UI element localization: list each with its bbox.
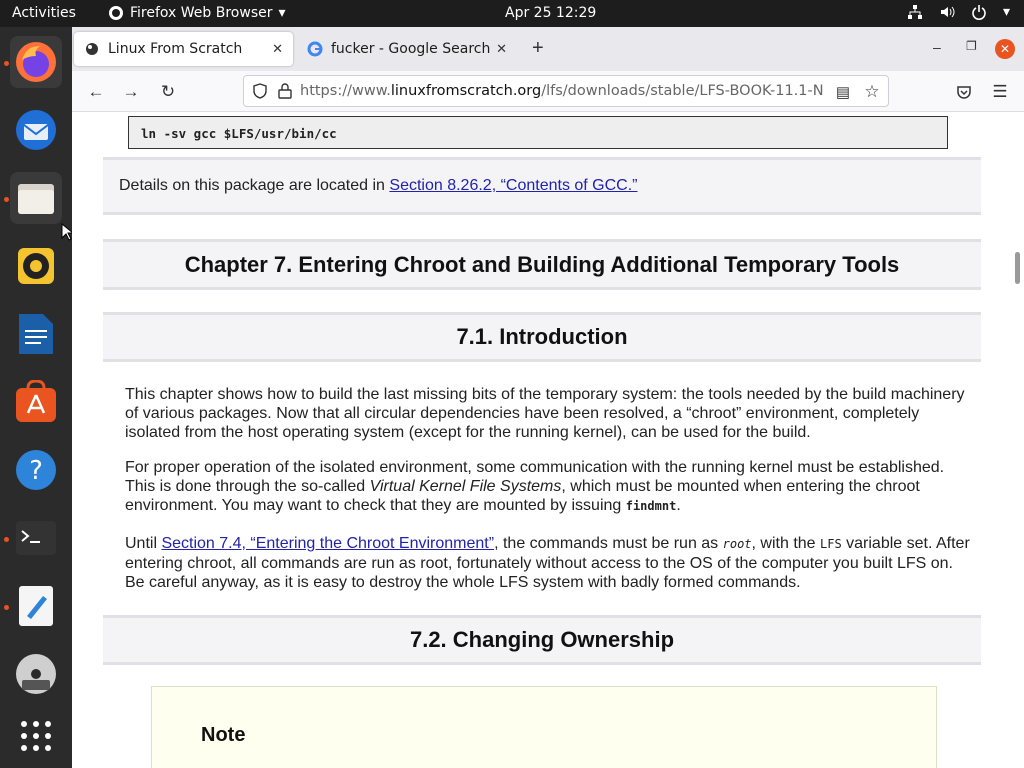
close-tab-icon[interactable]: ✕ (496, 41, 507, 57)
folder-icon (16, 180, 56, 216)
reload-icon[interactable]: ↻ (160, 82, 176, 101)
running-indicator (4, 605, 9, 610)
volume-icon (939, 4, 955, 20)
running-indicator (4, 197, 9, 202)
dock-writer[interactable] (10, 308, 62, 360)
page-content (72, 112, 1024, 768)
tab-google-search[interactable] (297, 32, 517, 66)
show-applications-button[interactable] (10, 710, 62, 762)
activities-button[interactable]: Activities (12, 5, 76, 21)
dock-dvd[interactable] (10, 648, 62, 700)
chevron-down-icon: ▾ (1002, 4, 1010, 20)
dock-firefox[interactable] (10, 36, 62, 88)
url-text: https://www.linuxfromscratch.org/lfs/downloads/stable/LFS-BOOK-11.1-N (300, 83, 824, 99)
forward-icon[interactable]: → (122, 82, 140, 101)
svg-text:?: ? (29, 456, 43, 486)
terminal-icon (14, 519, 58, 557)
scrollbar-thumb[interactable] (1015, 252, 1020, 284)
dock-software[interactable] (10, 376, 62, 428)
writer-icon (17, 312, 55, 356)
shield-icon (252, 83, 268, 99)
chapter-title: Chapter 7. Entering Chroot and Building Additional Temporary Tools (184, 252, 900, 277)
running-indicator (4, 61, 9, 66)
close-window-icon[interactable]: ✕ (995, 39, 1015, 59)
navigation-bar (72, 71, 1024, 112)
intro-paragraph-3: Until Section 7.4, “Entering the Chroot Environment”, the commands must be run as root, with the LFS variable set. After entering chroot, all commands are run as root, fortunately without access to the OS of the computer you built LFS on. Be careful anyway, as it is easy to destroy the whole LFS system with badly formed commands. (125, 535, 970, 591)
app-menu-label: Firefox Web Browser (130, 5, 273, 21)
google-favicon-icon (307, 41, 323, 57)
intro-paragraph-1: This chapter shows how to build the last missing bits of the temporary system: the tools needed by the build machinery of various packages. Now that all circular dependencies have been resolved, a “chroot” environment, completely isolated from the host operating system (except for the running kernel), can be used for the build. (125, 386, 965, 441)
dock-help[interactable] (10, 444, 62, 496)
section-title-introduction: 7.1. Introduction (456, 324, 628, 349)
dock (0, 27, 72, 768)
dock-terminal[interactable] (10, 512, 62, 564)
rhythmbox-icon (16, 246, 56, 286)
tab-bar (72, 27, 1024, 71)
new-tab-icon[interactable]: + (532, 37, 544, 59)
network-icon (907, 4, 923, 20)
tab-title: Linux From Scratch (108, 41, 243, 57)
system-tray[interactable] (907, 4, 1010, 20)
dock-thunderbird[interactable] (10, 104, 62, 156)
section-title-changing-ownership: 7.2. Changing Ownership (409, 627, 675, 652)
tab-linux-from-scratch[interactable] (74, 32, 293, 66)
help-icon (14, 448, 58, 492)
power-icon (971, 4, 987, 20)
maximize-icon[interactable]: ❐ (966, 39, 977, 53)
dvd-icon (14, 652, 58, 696)
note-title: Note (201, 724, 246, 746)
firefox-icon (14, 40, 58, 84)
details-text: Details on this package are located in Section 8.26.2, “Contents of GCC.” (119, 177, 638, 194)
dock-files[interactable] (10, 172, 62, 224)
software-store-icon (14, 380, 58, 424)
chapter-heading-band (103, 239, 981, 290)
running-indicator (4, 537, 9, 542)
url-bar[interactable] (243, 75, 889, 107)
minimize-icon[interactable]: – (933, 39, 941, 55)
gcc-contents-link[interactable]: Section 8.26.2, “Contents of GCC.” (389, 177, 638, 194)
reader-view-icon[interactable]: ▤ (835, 84, 851, 101)
intro-paragraph-2: For proper operation of the isolated environment, some communication with the running kernel must be established. This is done through the so-called Virtual Kernel File Systems, which must be mounted when entering the chroot environment. You may want to check that they are mounted by issuing findmnt. (125, 459, 945, 514)
thunderbird-icon (14, 108, 58, 152)
app-grid-icon (20, 720, 52, 752)
pocket-icon[interactable] (951, 79, 977, 105)
firefox-icon (108, 5, 124, 21)
top-bar (0, 0, 1024, 27)
dock-rhythmbox[interactable] (10, 240, 62, 292)
back-icon[interactable]: ← (87, 82, 105, 101)
close-tab-icon[interactable]: ✕ (272, 41, 283, 57)
firefox-window (72, 27, 1024, 768)
bookmark-star-icon[interactable]: ☆ (864, 82, 880, 101)
section-heading-band (103, 615, 981, 665)
menu-icon[interactable]: ☰ (992, 82, 1008, 101)
entering-chroot-link[interactable]: Section 7.4, “Entering the Chroot Environment” (161, 535, 495, 552)
lfs-favicon-icon (84, 41, 100, 57)
lock-icon (278, 83, 292, 99)
app-menu[interactable] (108, 5, 286, 21)
text-editor-icon (17, 584, 55, 628)
dock-text-editor[interactable] (10, 580, 62, 632)
clock[interactable]: Apr 25 12:29 (505, 5, 597, 21)
chevron-down-icon: ▾ (278, 5, 286, 21)
section-heading-band (103, 312, 981, 362)
tab-title: fucker - Google Search (331, 41, 491, 57)
details-box (103, 157, 981, 215)
code-block: ln -sv gcc $LFS/usr/bin/cc (128, 116, 948, 149)
note-box (151, 686, 937, 768)
